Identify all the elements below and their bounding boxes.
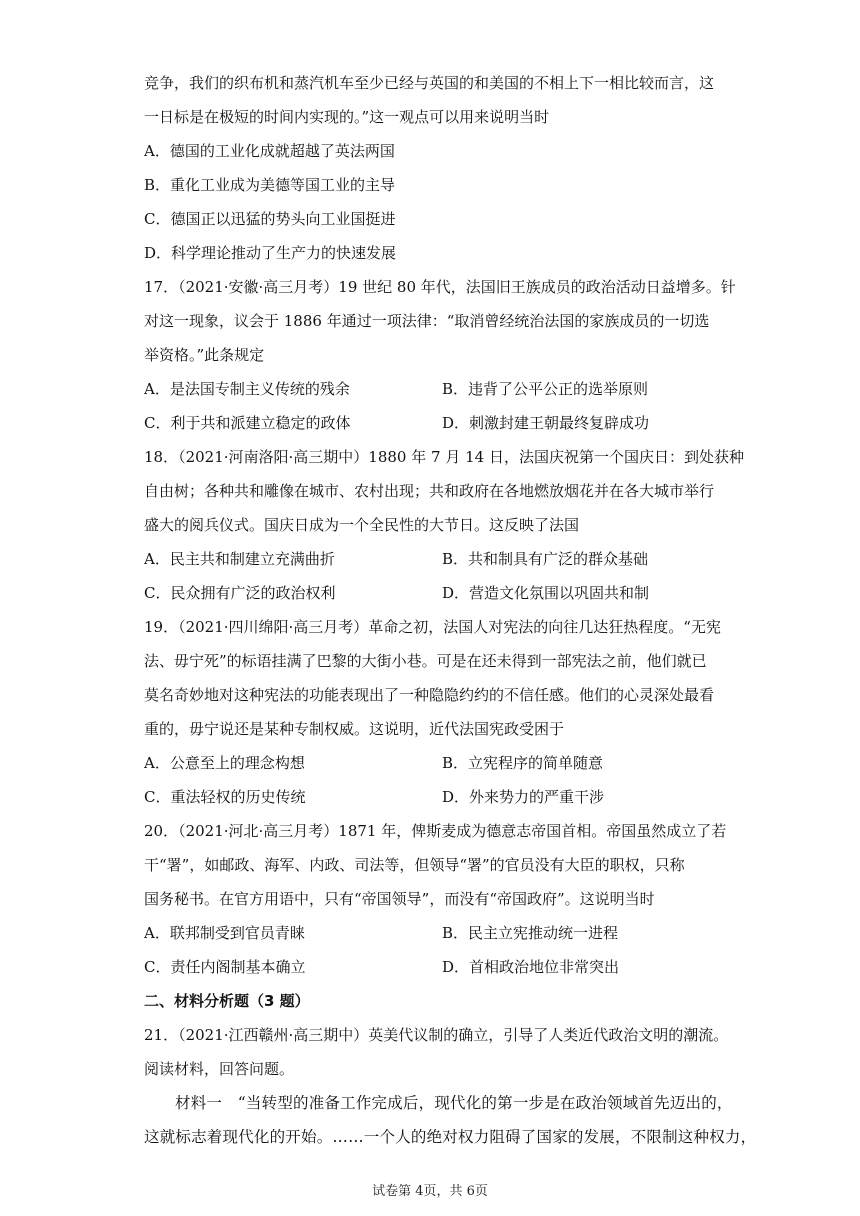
- q19-option-a: A．公意至上的理念构想: [144, 754, 305, 772]
- q20-text-line-1: 20．（2021·河北·高三月考）1871 年，俾斯麦成为德意志帝国首相。帝国虽然成立了若: [144, 822, 727, 840]
- q18-option-b: B．共和制具有广泛的群众基础: [442, 550, 649, 568]
- q19-text-line-4: 重的，毋宁说还是某种专制权威。这说明，近代法国宪政受困于: [144, 720, 565, 738]
- q17-text-line-1: 17．（2021·安徽·高三月考）19 世纪 80 年代，法国旧王族成员的政治活动日益增多。针: [144, 278, 736, 296]
- q20-option-c: C．责任内阁制基本确立: [144, 958, 306, 976]
- q18-text-line-1: 18．（2021·河南洛阳·高三期中）1880 年 7 月 14 日，法国庆祝第一个国庆日：到处获种: [144, 448, 744, 466]
- q20-option-a: A．联邦制受到官员青睐: [144, 924, 305, 942]
- page-footer: 试卷第 4页，共 6页: [372, 1184, 488, 1199]
- q20-option-d: D．首相政治地位非常突出: [442, 958, 620, 976]
- q16-option-c: C．德国正以迅猛的势头向工业国挺进: [144, 210, 396, 228]
- q18-option-d: D．营造文化氛围以巩固共和制: [442, 584, 650, 602]
- q16-option-a: A．德国的工业化成就超越了英法两国: [144, 142, 395, 160]
- q21-material-1-line-1: 材料一 “当转型的准备工作完成后，现代化的第一步是在政治领域首先迈出的，: [175, 1094, 733, 1112]
- q19-text-line-3: 莫名奇妙地对这种宪法的功能表现出了一种隐隐约约的不信任感。他们的心灵深处最看: [144, 686, 715, 704]
- q19-option-b: B．立宪程序的简单随意: [442, 754, 604, 772]
- q19-text-line-2: 法、毋宁死”的标语挂满了巴黎的大街小巷。可是在还未得到一部宪法之前，他们就已: [144, 652, 707, 670]
- q16-option-d: D．科学理论推动了生产力的快速发展: [144, 244, 397, 262]
- q20-option-b: B．民主立宪推动统一进程: [442, 924, 619, 942]
- q17-option-a: A．是法国专制主义传统的残余: [144, 380, 350, 398]
- q20-text-line-3: 国务秘书。在官方用语中，只有“帝国领导”，而没有“帝国政府”。这说明当时: [144, 890, 655, 908]
- q16-text-line-1: 竞争，我们的织布机和蒸汽机车至少已经与英国的和美国的不相上下一相比较而言，这: [144, 74, 715, 92]
- q18-text-line-2: 自由树；各种共和雕像在城市、农村出现；共和政府在各地燃放烟花并在各大城市举行: [144, 482, 715, 500]
- q17-text-line-3: 举资格。”此条规定: [144, 346, 265, 364]
- q17-option-d: D．刺激封建王朝最终复辟成功: [442, 414, 650, 432]
- q18-text-line-3: 盛大的阅兵仪式。国庆日成为一个全民性的大节日。这反映了法国: [144, 516, 580, 534]
- q17-option-b: B．违背了公平公正的选举原则: [442, 380, 649, 398]
- q19-text-line-1: 19．（2021·四川绵阳·高三月考）革命之初，法国人对宪法的向往几达狂热程度。“无宪: [144, 618, 721, 636]
- q21-material-1-line-2: 这就标志着现代化的开始。……一个人的绝对权力阻碍了国家的发展，不限制这种权力，: [144, 1128, 757, 1146]
- q17-text-line-2: 对这一现象，议会于 1886 年通过一项法律：“取消曾经统治法国的家族成员的一切选: [144, 312, 710, 330]
- q19-option-d: D．外来势力的严重干涉: [442, 788, 605, 806]
- q18-option-a: A．民主共和制建立充满曲折: [144, 550, 335, 568]
- q16-option-b: B．重化工业成为美德等国工业的主导: [144, 176, 396, 194]
- q21-text-line-1: 21．（2021·江西赣州·高三期中）英美代议制的确立，引导了人类近代政治文明的潮流。: [144, 1026, 729, 1044]
- q21-text-line-2: 阅读材料，回答问题。: [144, 1060, 295, 1078]
- q18-option-c: C．民众拥有广泛的政治权利: [144, 584, 336, 602]
- section-heading: 二、材料分析题（3 题）: [144, 992, 310, 1010]
- q16-text-line-2: 一日标是在极短的时间内实现的。”这一观点可以用来说明当时: [144, 108, 550, 126]
- q20-text-line-2: 干“署”，如邮政、海军、内政、司法等，但领导“署”的官员没有大臣的职权，只称: [144, 856, 685, 874]
- q17-option-c: C．利于共和派建立稳定的政体: [144, 414, 351, 432]
- exam-content: [144, 66, 757, 1154]
- q19-option-c: C．重法轻权的历史传统: [144, 788, 306, 806]
